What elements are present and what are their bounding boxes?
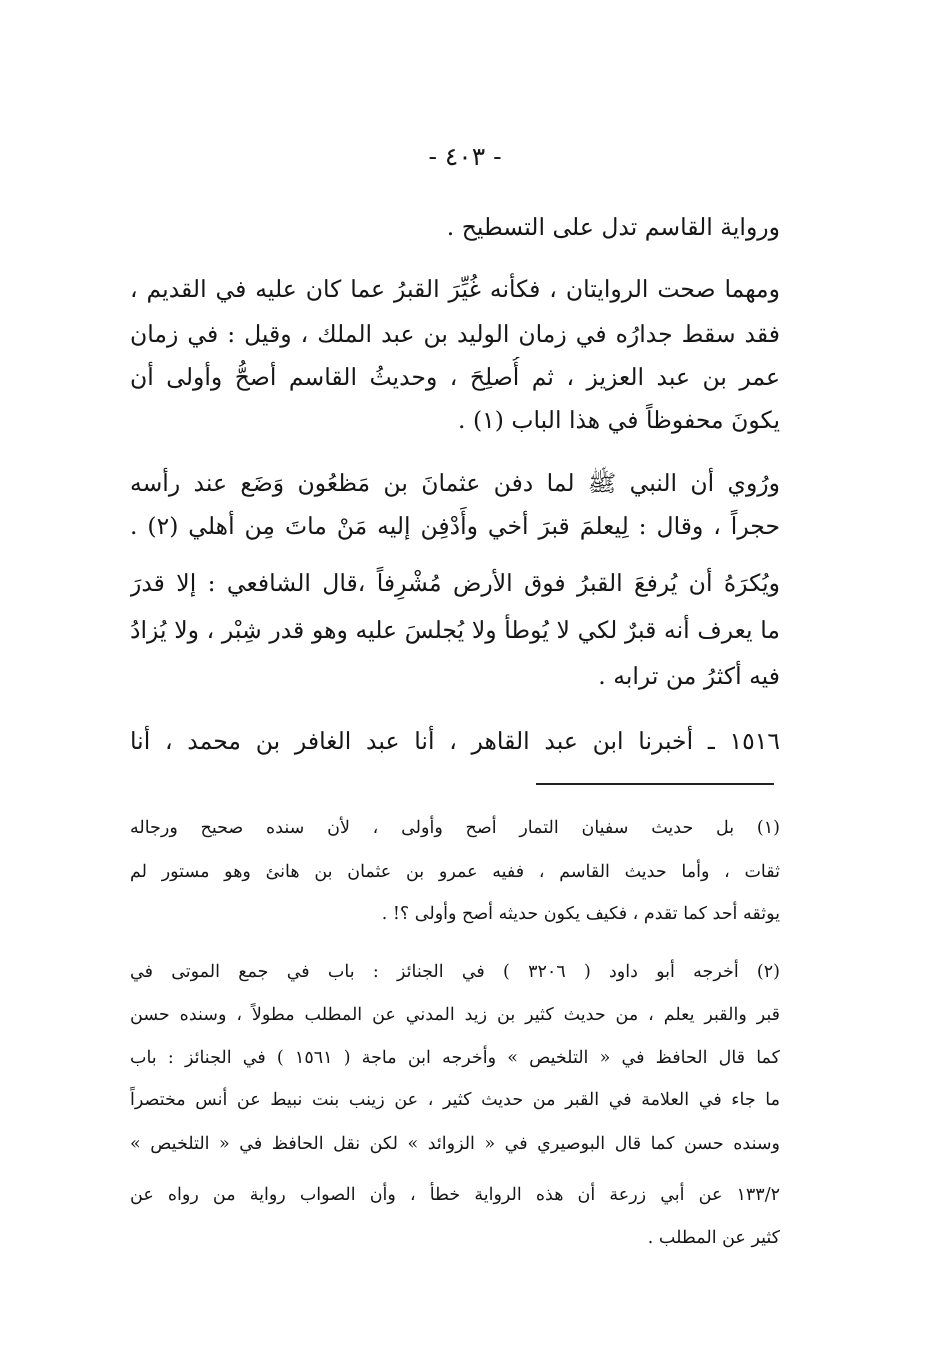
- footnote-line: ١٣٣/٢ عن أبي زرعة أن هذه الرواية خطأ ، وأن الصواب رواية من رواه عن: [130, 1185, 780, 1205]
- footnote-line: وسنده حسن كما قال البوصيري في « الزوائد » لكن نقل الحافظ في « التلخيص »: [130, 1134, 780, 1154]
- text-line: ومهما صحت الروايتان ، فكأنه غُيِّرَ القبرُ عما كان عليه في القديم ،: [130, 275, 780, 303]
- text-line: ويُكرَهُ أن يُرفعَ القبرُ فوق الأرض مُشْرِفاً ،قال الشافعي : إلا قدرَ: [130, 569, 780, 597]
- footnote-line: (٢) أخرجه أبو داود ( ٣٢٠٦ ) في الجنائز : باب في جمع الموتى في: [130, 962, 780, 982]
- text-line: ١٥١٦ ـ أخبرنا ابن عبد القاهر ، أنا عبد الغافر بن محمد ، أنا: [130, 727, 780, 755]
- page-number: - ٤٠٣ -: [428, 142, 502, 171]
- text-line: ورُوي أن النبي ﷺ لما دفن عثمانَ بن مَظعُون وَضَع عند رأسه: [130, 469, 780, 497]
- footnote-line: قبر والقبر يعلم ، من حديث كثير بن زيد المدني عن المطلب مطولاً ، وسنده حسن: [130, 1005, 780, 1025]
- text-line: حجراً ، وقال : لِيعلمَ قبرَ أخي وأَدْفِن إليه مَنْ ماتَ مِن أهلي (٢) .: [130, 512, 780, 540]
- footnote-line: يوثقه أحد كما تقدم ، فكيف يكون حديثه أصح وأولى ؟! .: [381, 904, 780, 924]
- text-line: يكونَ محفوظاً في هذا الباب (١) .: [458, 406, 780, 434]
- footnote-line: كما قال الحافظ في « التلخيص » وأخرجه ابن ماجة ( ١٥٦١ ) في الجنائز : باب: [130, 1048, 780, 1068]
- footnote-line: كثير عن المطلب .: [647, 1228, 780, 1248]
- footnote-line: (١) بل حديث سفيان التمار أصح وأولى ، لأن سنده صحيح ورجاله: [130, 818, 780, 838]
- text-line: فقد سقط جدارُه في زمان الوليد بن عبد الملك ، وقيل : في زمان: [130, 320, 780, 348]
- footnote-separator: [536, 783, 774, 785]
- text-line: فيه أكثرُ من ترابه .: [598, 662, 780, 690]
- text-line: عمر بن عبد العزيز ، ثم أُصلِحَ ، وحديثُ القاسم أصحُّ وأولى أن: [130, 363, 780, 391]
- footnote-line: ثقات ، وأما حديث القاسم ، ففيه عمرو بن عثمان بن هانئ وهو مستور لم: [130, 862, 780, 882]
- footnote-line: ما جاء في العلامة في القبر من حديث كثير ، عن زينب بنت نبيط عن أنس مختصراً: [130, 1090, 780, 1110]
- text-line: ورواية القاسم تدل على التسطيح .: [446, 213, 780, 241]
- text-line: ما يعرف أنه قبرٌ لكي لا يُوطأ ولا يُجلسَ عليه وهو قدر شِبْر ، ولا يُزادُ: [130, 616, 780, 644]
